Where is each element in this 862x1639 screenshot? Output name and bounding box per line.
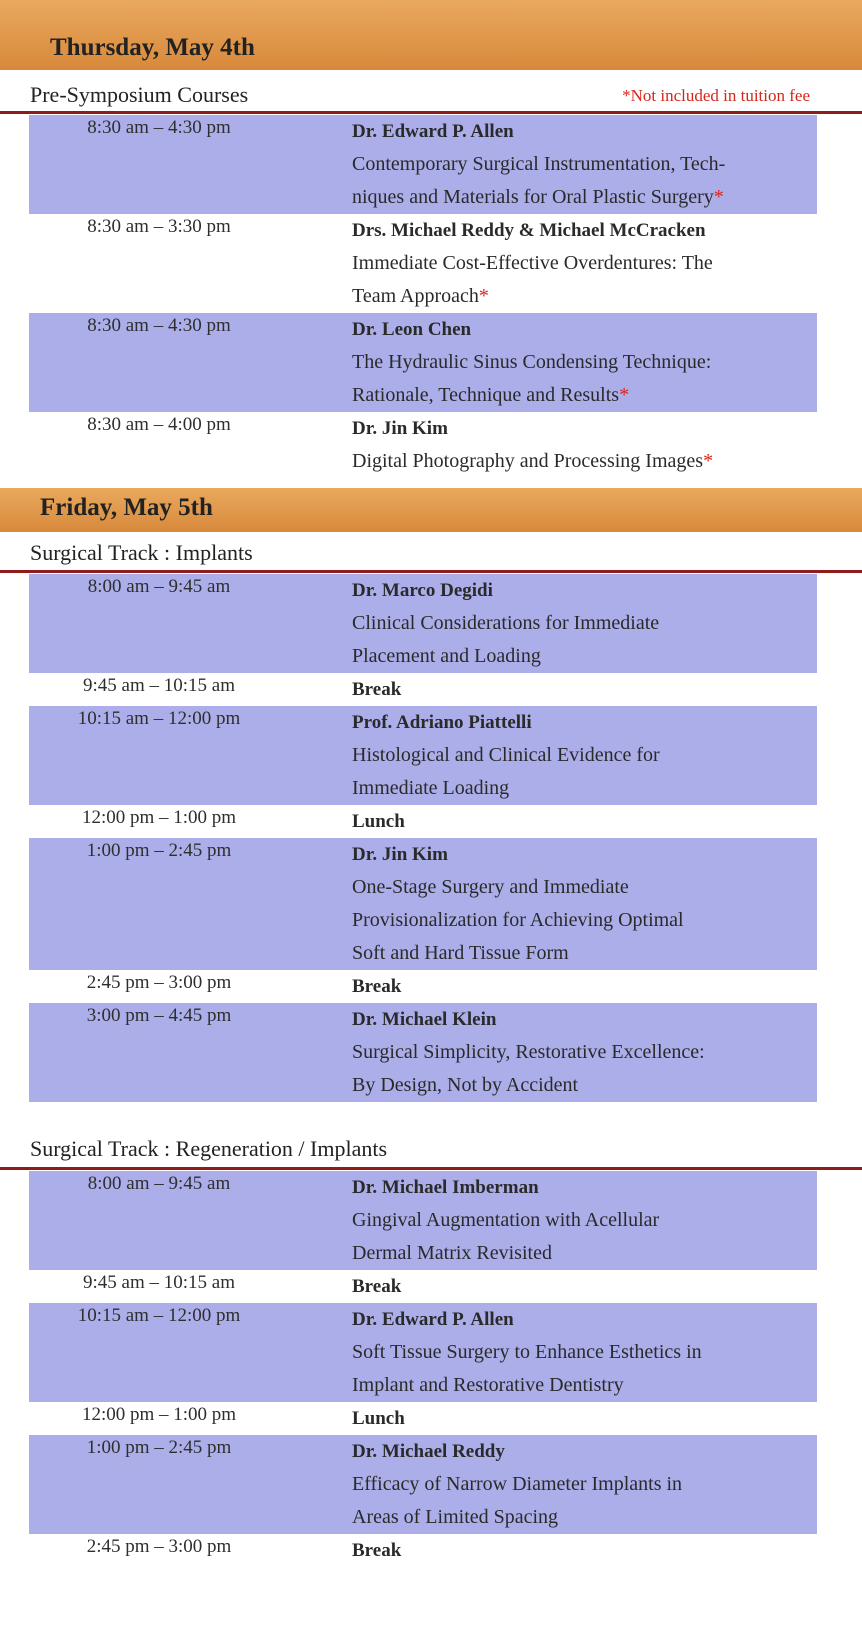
session-details <box>352 412 817 478</box>
session-speaker: Drs. Michael Reddy & Michael McCracken <box>352 220 706 241</box>
schedule-row <box>29 706 817 805</box>
session-title-line <box>352 1336 817 1369</box>
schedule-row <box>29 1171 817 1270</box>
session-time: 9:45 am – 10:15 am <box>83 675 235 696</box>
implants-rule <box>0 570 862 573</box>
session-time: 8:00 am – 9:45 am <box>87 1173 231 1194</box>
session-details <box>352 1534 817 1567</box>
session-time: 10:15 am – 12:00 pm <box>77 1305 241 1326</box>
session-details <box>352 805 817 838</box>
schedule-row <box>29 673 817 706</box>
regeneration-track-title: Surgical Track : Regeneration / Implants <box>30 1136 388 1161</box>
session-time: 8:30 am – 3:30 pm <box>87 216 231 237</box>
session-title-text: Team Approach <box>352 285 479 307</box>
session-title-text: Efficacy of Narrow Diameter Implants in <box>352 1473 683 1495</box>
session-time: 2:45 pm – 3:00 pm <box>86 972 232 993</box>
not-included-asterisk: * <box>713 186 724 208</box>
session-details <box>352 115 817 214</box>
session-title-line <box>352 1036 817 1069</box>
pre-symposium-track-title: Pre-Symposium Courses <box>30 82 249 107</box>
schedule-row <box>29 805 817 838</box>
session-title-text: One-Stage Surgery and Immediate <box>352 876 629 898</box>
session-title-text: Soft Tissue Surgery to Enhance Esthetics in <box>352 1341 702 1363</box>
thursday-rule <box>0 111 862 114</box>
implants-schedule <box>29 574 817 1102</box>
session-title-text: By Design, Not by Accident <box>352 1074 579 1096</box>
session-title-text: Contemporary Surgical Instrumentation, Tech- <box>352 153 726 175</box>
session-speaker: Dr. Edward P. Allen <box>352 1309 514 1330</box>
session-title-text: Clinical Considerations for Immediate <box>352 612 660 634</box>
session-details <box>352 313 817 412</box>
session-details <box>352 214 817 313</box>
session-title-line <box>352 181 817 214</box>
session-title-line <box>352 937 817 970</box>
session-speaker: Dr. Marco Degidi <box>352 580 493 601</box>
session-speaker: Break <box>352 679 402 700</box>
session-title-line <box>352 379 817 412</box>
session-title-text: Immediate Loading <box>352 777 510 799</box>
session-title-text: Digital Photography and Processing Images <box>352 450 704 472</box>
schedule-row <box>29 115 817 214</box>
session-title-text: The Hydraulic Sinus Condensing Technique: <box>352 351 712 373</box>
session-title-text: Surgical Simplicity, Restorative Excellence: <box>352 1041 705 1063</box>
session-title-line <box>352 772 817 805</box>
thursday-title: Thursday, May 4th <box>50 34 255 61</box>
session-details <box>352 1402 817 1435</box>
schedule-row <box>29 574 817 673</box>
session-title-text: Areas of Limited Spacing <box>352 1506 559 1528</box>
schedule-row <box>29 1303 817 1402</box>
schedule-row <box>29 313 817 412</box>
session-title-line <box>352 1069 817 1102</box>
session-speaker: Dr. Michael Imberman <box>352 1177 539 1198</box>
session-speaker: Break <box>352 1540 402 1561</box>
regeneration-schedule <box>29 1171 817 1567</box>
schedule-row <box>29 1402 817 1435</box>
session-title-line <box>352 1468 817 1501</box>
session-title-text: Implant and Restorative Dentistry <box>352 1374 624 1396</box>
not-included-asterisk: * <box>478 285 489 307</box>
session-details <box>352 970 817 1003</box>
schedule-row <box>29 214 817 313</box>
session-details <box>352 706 817 805</box>
session-speaker: Dr. Michael Reddy <box>352 1441 505 1462</box>
session-time: 8:30 am – 4:00 pm <box>87 414 231 435</box>
session-title-line <box>352 280 817 313</box>
session-details <box>352 1171 817 1270</box>
implants-track-title: Surgical Track : Implants <box>30 540 253 565</box>
session-speaker: Lunch <box>352 811 405 832</box>
session-title-line <box>352 739 817 772</box>
session-speaker: Prof. Adriano Piattelli <box>352 712 532 733</box>
session-title-line <box>352 346 817 379</box>
session-time: 8:30 am – 4:30 pm <box>87 117 231 138</box>
session-speaker: Dr. Jin Kim <box>352 844 448 865</box>
session-title-line <box>352 247 817 280</box>
schedule-row <box>29 1435 817 1534</box>
session-details <box>352 1435 817 1534</box>
schedule-row <box>29 1534 817 1567</box>
tuition-note: *Not included in tuition fee <box>622 86 810 105</box>
session-details <box>352 574 817 673</box>
schedule-row <box>29 1270 817 1303</box>
session-time: 8:30 am – 4:30 pm <box>87 315 231 336</box>
session-speaker: Dr. Jin Kim <box>352 418 448 439</box>
session-time: 2:45 pm – 3:00 pm <box>86 1536 232 1557</box>
session-title-line <box>352 1237 817 1270</box>
session-speaker: Dr. Michael Klein <box>352 1009 497 1030</box>
session-speaker: Dr. Leon Chen <box>352 319 472 340</box>
schedule-row <box>29 412 817 478</box>
schedule-row <box>29 970 817 1003</box>
session-title-line <box>352 1204 817 1237</box>
session-title-text: Placement and Loading <box>352 645 541 667</box>
session-title-text: Rationale, Technique and Results <box>352 384 620 406</box>
session-speaker: Lunch <box>352 1408 405 1429</box>
session-speaker: Break <box>352 1276 402 1297</box>
session-title-line <box>352 607 817 640</box>
not-included-asterisk: * <box>703 450 714 472</box>
session-title-line <box>352 148 817 181</box>
session-details <box>352 838 817 970</box>
session-time: 1:00 pm – 2:45 pm <box>86 840 232 861</box>
session-details <box>352 673 817 706</box>
session-title-text: niques and Materials for Oral Plastic Surgery <box>352 186 714 208</box>
session-title-line <box>352 445 817 478</box>
session-speaker: Dr. Edward P. Allen <box>352 121 514 142</box>
session-speaker: Break <box>352 976 402 997</box>
session-title-text: Gingival Augmentation with Acellular <box>352 1209 660 1231</box>
session-time: 12:00 pm – 1:00 pm <box>81 1404 237 1425</box>
session-title-text: Soft and Hard Tissue Form <box>352 942 569 964</box>
session-time: 8:00 am – 9:45 am <box>87 576 231 597</box>
session-time: 9:45 am – 10:15 am <box>83 1272 235 1293</box>
schedule-row <box>29 1003 817 1102</box>
session-title-text: Histological and Clinical Evidence for <box>352 744 660 766</box>
session-time: 1:00 pm – 2:45 pm <box>86 1437 232 1458</box>
session-title-line <box>352 904 817 937</box>
session-time: 3:00 pm – 4:45 pm <box>86 1005 232 1026</box>
schedule-row <box>29 838 817 970</box>
session-time: 10:15 am – 12:00 pm <box>77 708 241 729</box>
session-title-text: Immediate Cost-Effective Overdentures: The <box>352 252 713 274</box>
friday-title: Friday, May 5th <box>40 494 213 521</box>
session-title-line <box>352 871 817 904</box>
session-title-line <box>352 1369 817 1402</box>
session-title-line <box>352 640 817 673</box>
session-title-line <box>352 1501 817 1534</box>
thursday-schedule <box>29 115 817 478</box>
session-details <box>352 1003 817 1102</box>
session-details <box>352 1270 817 1303</box>
not-included-asterisk: * <box>619 384 630 406</box>
session-details <box>352 1303 817 1402</box>
session-title-text: Dermal Matrix Revisited <box>352 1242 552 1264</box>
regeneration-rule <box>0 1167 862 1170</box>
session-time: 12:00 pm – 1:00 pm <box>81 807 237 828</box>
session-title-text: Provisionalization for Achieving Optimal <box>352 909 684 931</box>
